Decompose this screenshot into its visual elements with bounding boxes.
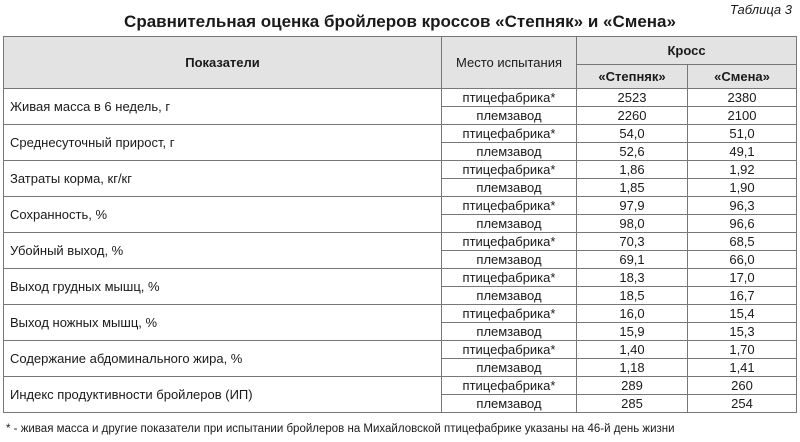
indicator-label: Среднесуточный прирост, г [4,125,442,161]
smena-value: 49,1 [688,143,797,161]
place-cell: птицефабрика* [442,161,577,179]
stepnyak-value: 2523 [577,89,688,107]
place-cell: племзавод [442,395,577,413]
place-cell: птицефабрика* [442,341,577,359]
place-cell: племзавод [442,323,577,341]
smena-value: 96,6 [688,215,797,233]
stepnyak-value: 69,1 [577,251,688,269]
smena-value: 68,5 [688,233,797,251]
stepnyak-value: 18,3 [577,269,688,287]
place-cell: птицефабрика* [442,89,577,107]
table-row [4,197,797,215]
smena-value: 260 [688,377,797,395]
table-row [4,341,797,359]
place-cell: племзавод [442,107,577,125]
stepnyak-value: 18,5 [577,287,688,305]
table-caption: Таблица 3 [729,2,792,17]
place-cell: племзавод [442,179,577,197]
table-row [4,377,797,395]
table-title: Сравнительная оценка бройлеров кроссов «Степняк» и «Смена» [124,12,676,31]
header-col-smena: «Смена» [688,65,797,89]
place-cell: птицефабрика* [442,233,577,251]
smena-value: 15,4 [688,305,797,323]
header-indicators: Показатели [4,37,442,89]
stepnyak-value: 52,6 [577,143,688,161]
smena-value: 2100 [688,107,797,125]
stepnyak-value: 285 [577,395,688,413]
indicator-label: Выход ножных мышц, % [4,305,442,341]
table-row [4,269,797,287]
table-row [4,233,797,251]
indicator-label: Содержание абдоминального жира, % [4,341,442,377]
stepnyak-value: 97,9 [577,197,688,215]
place-cell: птицефабрика* [442,125,577,143]
header-col-stepnyak: «Степняк» [577,65,688,89]
place-cell: племзавод [442,215,577,233]
header-cross: Кросс [577,37,797,65]
place-cell: птицефабрика* [442,377,577,395]
place-cell: птицефабрика* [442,305,577,323]
smena-value: 2380 [688,89,797,107]
indicator-label: Живая масса в 6 недель, г [4,89,442,125]
header-place: Место испытания [442,37,577,89]
smena-value: 16,7 [688,287,797,305]
table-row [4,89,797,107]
smena-value: 15,3 [688,323,797,341]
table-body [4,89,797,413]
stepnyak-value: 1,86 [577,161,688,179]
smena-value: 1,92 [688,161,797,179]
smena-value: 17,0 [688,269,797,287]
stepnyak-value: 2260 [577,107,688,125]
stepnyak-value: 289 [577,377,688,395]
smena-value: 66,0 [688,251,797,269]
stepnyak-value: 98,0 [577,215,688,233]
smena-value: 51,0 [688,125,797,143]
indicator-label: Сохранность, % [4,197,442,233]
indicator-label: Индекс продуктивности бройлеров (ИП) [4,377,442,413]
stepnyak-value: 54,0 [577,125,688,143]
place-cell: птицефабрика* [442,269,577,287]
place-cell: племзавод [442,287,577,305]
table-row [4,305,797,323]
place-cell: птицефабрика* [442,197,577,215]
stepnyak-value: 1,85 [577,179,688,197]
place-cell: племзавод [442,251,577,269]
footnote: * - живая масса и другие показатели при испытании бройлеров на Михайловской птицефабрике указаны на 46-й день жизни [6,423,675,435]
smena-value: 254 [688,395,797,413]
stepnyak-value: 70,3 [577,233,688,251]
indicator-label: Убойный выход, % [4,233,442,269]
stepnyak-value: 1,40 [577,341,688,359]
stepnyak-value: 15,9 [577,323,688,341]
stepnyak-value: 1,18 [577,359,688,377]
indicator-label: Выход грудных мышц, % [4,269,442,305]
indicator-label: Затраты корма, кг/кг [4,161,442,197]
smena-value: 1,90 [688,179,797,197]
place-cell: племзавод [442,143,577,161]
place-cell: племзавод [442,359,577,377]
table-row [4,161,797,179]
smena-value: 1,41 [688,359,797,377]
stepnyak-value: 16,0 [577,305,688,323]
table-row [4,125,797,143]
smena-value: 96,3 [688,197,797,215]
smena-value: 1,70 [688,341,797,359]
comparison-table [3,36,797,413]
